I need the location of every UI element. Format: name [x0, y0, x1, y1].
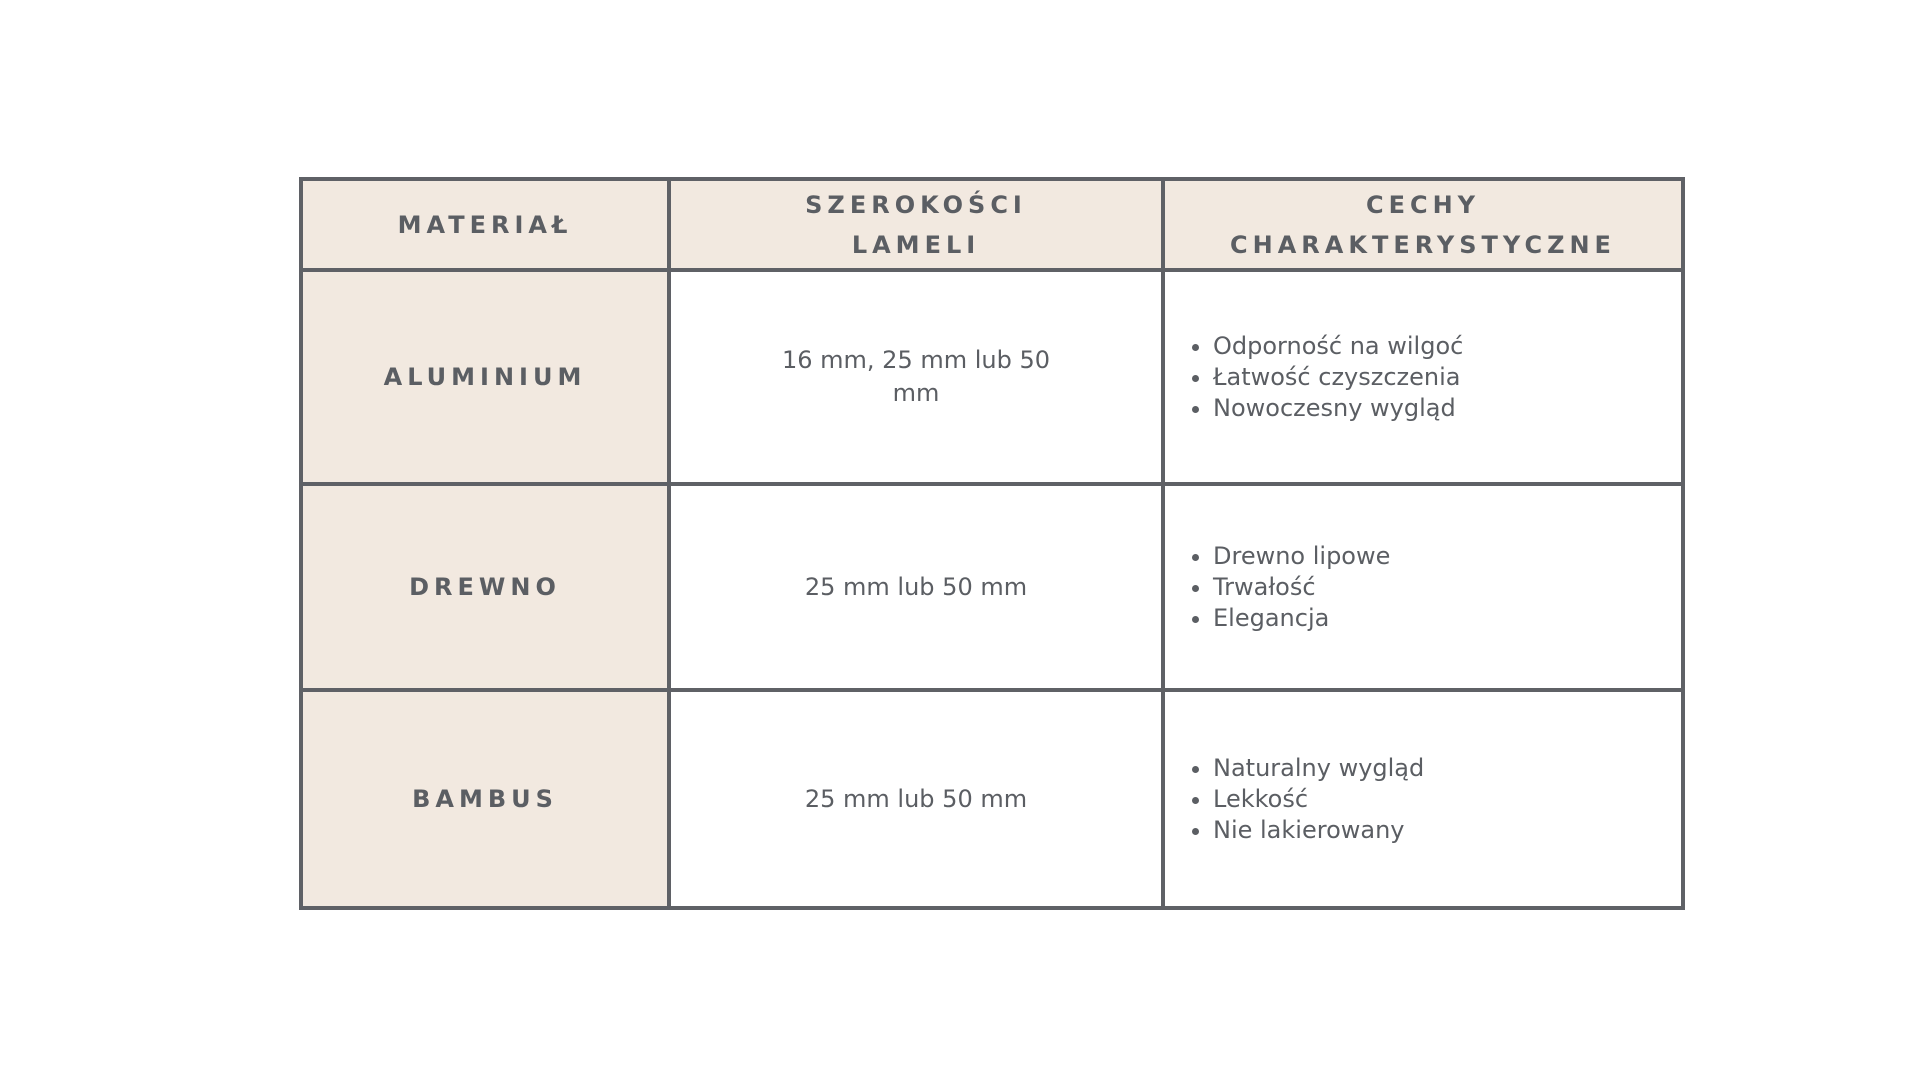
material-cell-drewno — [301, 484, 669, 690]
widths-cell — [669, 270, 1163, 484]
feature-item: • Łatwość czyszczenia — [1213, 362, 1681, 393]
table-row — [301, 690, 1683, 908]
header-material — [301, 179, 669, 270]
table-row — [301, 270, 1683, 484]
feature-item: • Elegancja — [1213, 603, 1681, 634]
header-material-label: MATERIAŁ — [397, 210, 573, 239]
material-cell-aluminium — [301, 270, 669, 484]
widths-value: 16 mm, 25 mm lub 50 mm — [781, 346, 1051, 407]
header-features-line1: CECHY — [1365, 190, 1481, 219]
material-label: ALUMINIUM — [383, 363, 587, 391]
table-header-row — [301, 179, 1683, 270]
widths-cell — [669, 484, 1163, 690]
widths-value: 25 mm lub 50 mm — [804, 784, 1028, 813]
feature-item: • Nie lakierowany — [1213, 815, 1681, 846]
features-cell — [1163, 270, 1683, 484]
features-list — [1165, 753, 1681, 846]
widths-cell — [669, 690, 1163, 908]
feature-item: • Nowoczesny wygląd — [1213, 393, 1681, 424]
header-widths — [669, 179, 1163, 270]
material-cell-bambus — [301, 690, 669, 908]
comparison-table-container — [299, 177, 1681, 909]
feature-item: • Trwałość — [1213, 572, 1681, 603]
header-features-line2: CHARAKTERYSTYCZNE — [1230, 230, 1616, 259]
materials-comparison-table — [299, 177, 1685, 910]
features-list — [1165, 331, 1681, 424]
header-features — [1163, 179, 1683, 270]
header-widths-line1: SZEROKOŚCI — [805, 190, 1027, 219]
table-row — [301, 484, 1683, 690]
feature-item: • Drewno lipowe — [1213, 541, 1681, 572]
feature-item: • Odporność na wilgoć — [1213, 331, 1681, 362]
features-cell — [1163, 484, 1683, 690]
widths-value: 25 mm lub 50 mm — [804, 572, 1028, 601]
feature-item: • Naturalny wygląd — [1213, 753, 1681, 784]
feature-item: • Lekkość — [1213, 784, 1681, 815]
material-label: DREWNO — [409, 573, 561, 601]
header-widths-line2: LAMELI — [851, 230, 981, 259]
features-cell — [1163, 690, 1683, 908]
material-label: BAMBUS — [412, 785, 558, 813]
features-list — [1165, 541, 1681, 634]
